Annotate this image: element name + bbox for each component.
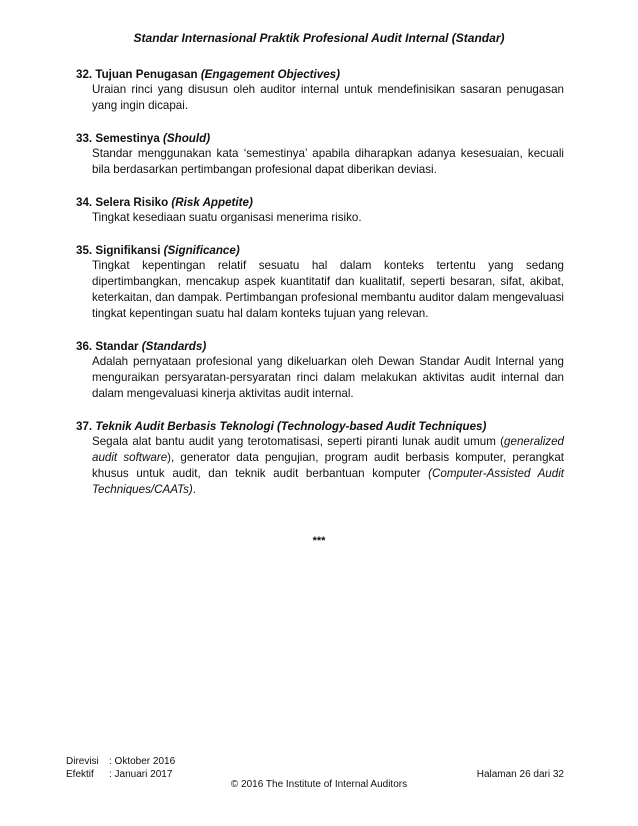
definition-text-italic: generalized audit software xyxy=(92,435,564,464)
entry-number: 36. xyxy=(76,340,93,353)
term-definition: Uraian rinci yang disusun oleh auditor internal untuk mendefinisikan sasaran penugasan yang ingin dicapai. xyxy=(92,83,564,112)
glossary-term xyxy=(76,131,564,146)
glossary-term xyxy=(76,339,564,354)
definition-text: . xyxy=(192,483,196,496)
term-id: Teknik Audit Berbasis Teknologi (Technology-based Audit Techniques) xyxy=(95,420,487,433)
revision-info xyxy=(66,755,175,781)
term-en: (Standards) xyxy=(141,340,207,353)
glossary-term xyxy=(76,67,564,82)
glossary-term xyxy=(76,195,564,210)
revised-value: : Oktober 2016 xyxy=(109,756,176,767)
term-definition: Tingkat kepentingan relatif sesuatu hal dalam konteks tertentu yang sedang dipertimbangkan, mencakup aspek kuantitatif dan kualitatif, seperti besaran, sifat, akibat, keterkaitan, dan dampak. Pertimbangan profesional membantu auditor dalam mengevaluasi tingkat kepentingan suatu hal dalam konteks tujuan yang relevan. xyxy=(92,259,564,320)
term-en: (Engagement Objectives) xyxy=(200,68,340,81)
definition-text-italic: (Computer-Assisted Audit Techniques/CAATs) xyxy=(92,467,564,496)
entry-number: 32. xyxy=(76,68,93,81)
term-id: Semestinya xyxy=(95,132,160,145)
entry-number: 34. xyxy=(76,196,93,209)
effective-label: Efektif xyxy=(66,769,94,780)
glossary-entry xyxy=(76,67,564,114)
entry-number: 37. xyxy=(76,420,93,433)
term-id: Signifikansi xyxy=(95,244,161,257)
effective-value: : Januari 2017 xyxy=(109,769,173,780)
glossary-term xyxy=(76,419,564,434)
definition-text: Segala alat bantu audit yang terotomatisasi, seperti piranti lunak audit umum ( xyxy=(92,435,505,448)
term-en: (Should) xyxy=(163,132,211,145)
term-en: (Significance) xyxy=(163,244,240,257)
revised-label: Direvisi xyxy=(66,756,99,767)
term-definition: Adalah pernyataan profesional yang dikeluarkan oleh Dewan Standar Audit Internal yang menguraikan persyaratan-persyaratan rinci dalam melakukan aktivitas audit internal dan dalam mengevaluasi kinerja aktivitas audit internal. xyxy=(92,355,564,400)
glossary-list xyxy=(76,67,564,515)
glossary-entry xyxy=(76,131,564,178)
glossary-entry xyxy=(76,243,564,322)
glossary-entry xyxy=(76,419,564,498)
definition-text: ), generator data pengujian, program audit berbasis komputer, perangkat khusus untuk audit, dan teknik audit berbantuan komputer xyxy=(92,451,564,480)
revised-row xyxy=(66,755,175,768)
section-separator: *** xyxy=(312,535,326,547)
term-definition: Tingkat kesediaan suatu organisasi menerima risiko. xyxy=(92,211,362,224)
term-id: Tujuan Penugasan xyxy=(95,68,198,81)
glossary-entry xyxy=(76,339,564,402)
copyright-notice: © 2016 The Institute of Internal Auditors xyxy=(230,779,408,790)
glossary-entry xyxy=(76,195,564,226)
term-id: Selera Risiko xyxy=(95,196,169,209)
term-id: Standar xyxy=(95,340,139,353)
entry-number: 35. xyxy=(76,244,93,257)
term-en: (Risk Appetite) xyxy=(171,196,253,209)
page-number: Halaman 26 dari 32 xyxy=(476,769,564,780)
entry-number: 33. xyxy=(76,132,93,145)
term-definition xyxy=(92,434,564,498)
page-header-title: Standar Internasional Praktik Profesional Audit Internal (Standar) xyxy=(133,31,505,45)
term-definition: Standar menggunakan kata ‘semestinya’ apabila diharapkan adanya kesesuaian, kecuali bila berdasarkan pertimbangan profesional dapat diberikan deviasi. xyxy=(92,147,564,176)
glossary-term xyxy=(76,243,564,258)
